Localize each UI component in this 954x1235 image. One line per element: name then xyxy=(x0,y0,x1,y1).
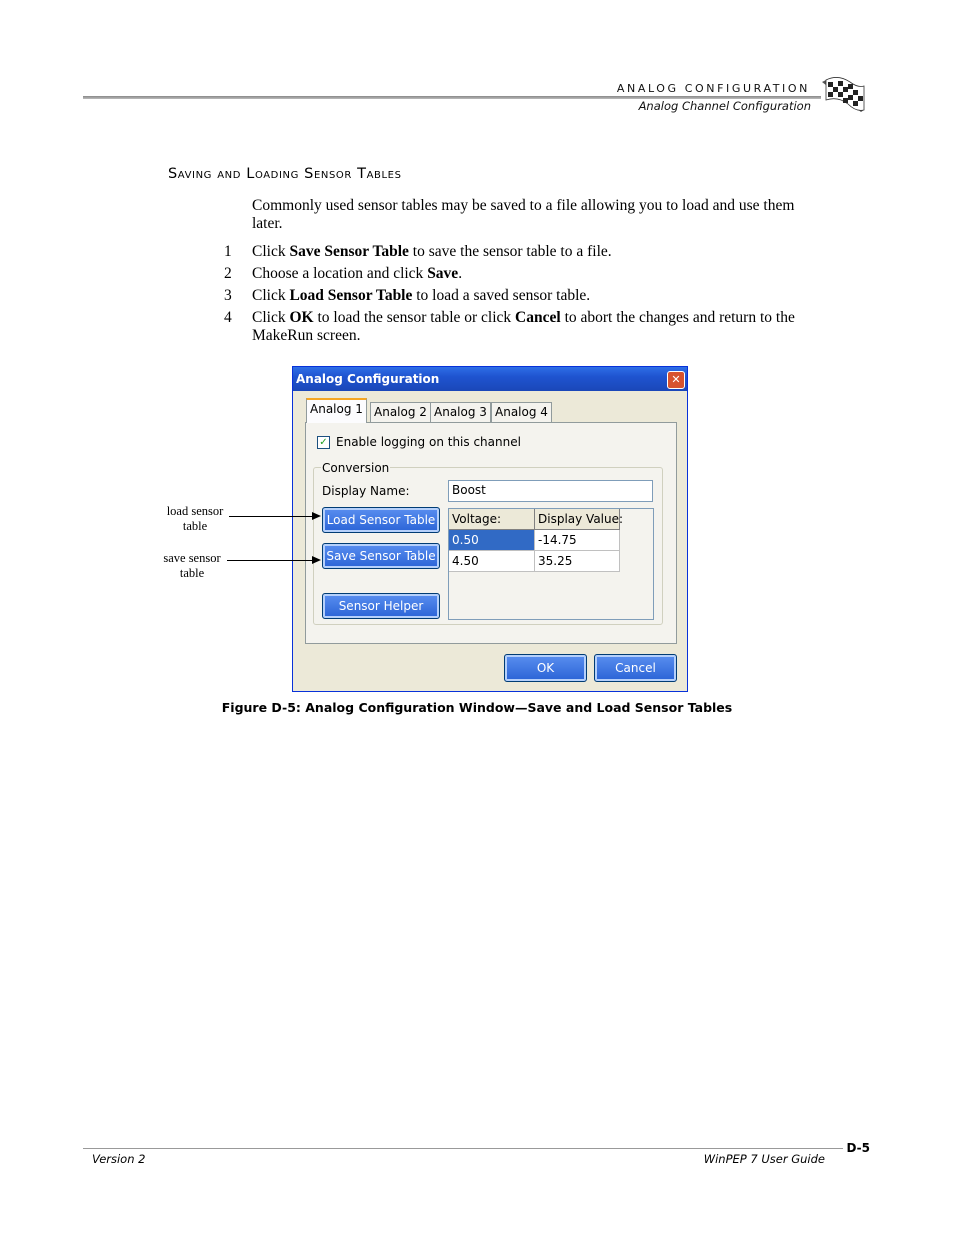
step-emphasis: Save Sensor Table xyxy=(289,243,409,260)
page-number: D-5 xyxy=(846,1141,870,1155)
step-number: 1 xyxy=(224,243,232,260)
step-number: 3 xyxy=(224,287,232,304)
close-icon[interactable]: ✕ xyxy=(667,371,685,389)
table-cell-voltage[interactable]: 0.50 xyxy=(449,530,535,551)
enable-logging-checkbox[interactable]: ✓ xyxy=(317,436,330,449)
conversion-group-label: Conversion xyxy=(322,461,390,475)
load-sensor-table-button[interactable]: Load Sensor Table xyxy=(322,507,440,533)
step-emphasis: Cancel xyxy=(515,309,561,326)
save-sensor-callout xyxy=(157,551,227,581)
running-header-title: ANALOG CONFIGURATION xyxy=(616,82,810,95)
load-callout-arrowhead xyxy=(312,512,321,520)
step-text: to load a saved sensor table. xyxy=(412,287,591,304)
dialog-title: Analog Configuration xyxy=(296,372,440,386)
save-callout-arrow-line xyxy=(227,560,313,561)
step-text: to save the sensor table to a file. xyxy=(408,243,612,260)
sensor-table-grid[interactable] xyxy=(448,508,654,620)
step-text: to abort the changes and return to the MakeRun screen. xyxy=(252,309,795,344)
step-text: . xyxy=(458,265,463,282)
footer-rule xyxy=(83,1148,843,1149)
display-name-label: Display Name: xyxy=(322,484,410,498)
column-header-voltage[interactable]: Voltage: xyxy=(449,509,535,530)
footer-version: Version 2 xyxy=(92,1152,146,1166)
display-name-input[interactable]: Boost xyxy=(448,480,653,502)
load-callout-arrow-line xyxy=(229,516,313,517)
cancel-button[interactable]: Cancel xyxy=(594,654,677,682)
step-emphasis: Load Sensor Table xyxy=(289,287,413,304)
callout-text: save sensor xyxy=(163,551,221,565)
ok-button[interactable]: OK xyxy=(504,654,587,682)
save-callout-arrowhead xyxy=(312,556,321,564)
footer-guide-title: WinPEP 7 User Guide xyxy=(703,1152,825,1166)
step-number: 2 xyxy=(224,265,232,282)
tab-analog-4[interactable]: Analog 4 xyxy=(491,402,552,422)
step-text: Click xyxy=(252,243,290,260)
enable-logging-label: Enable logging on this channel xyxy=(336,435,521,449)
analog-configuration-dialog xyxy=(292,366,688,692)
intro-paragraph: Commonly used sensor tables may be saved to a file allowing you to load and use them later. xyxy=(252,197,795,232)
table-cell-voltage[interactable]: 4.50 xyxy=(449,551,535,572)
step-emphasis: OK xyxy=(289,309,314,326)
step-emphasis: Save xyxy=(427,265,459,282)
figure-caption: Figure D-5: Analog Configuration Window—Save and Load Sensor Tables xyxy=(221,700,733,715)
save-sensor-table-button[interactable]: Save Sensor Table xyxy=(322,543,440,569)
step-number: 4 xyxy=(224,309,232,326)
step-text: Click xyxy=(252,287,290,304)
tab-analog-2[interactable]: Analog 2 xyxy=(370,402,431,422)
running-header-subtitle: Analog Channel Configuration xyxy=(638,99,811,113)
checkered-flag-icon xyxy=(820,76,866,114)
step-text: to load the sensor table or click xyxy=(313,309,516,326)
table-cell-display-value[interactable]: -14.75 xyxy=(535,530,620,551)
callout-text: table xyxy=(182,519,208,533)
callout-text: load sensor xyxy=(166,504,224,518)
column-header-display-value[interactable]: Display Value: xyxy=(535,509,620,530)
tab-analog-3[interactable]: Analog 3 xyxy=(430,402,491,422)
sensor-helper-button[interactable]: Sensor Helper xyxy=(322,593,440,619)
tab-analog-1[interactable]: Analog 1 xyxy=(306,398,367,423)
step-text: Click xyxy=(252,309,290,326)
section-title: Saving and Loading Sensor Tables xyxy=(168,166,402,182)
load-sensor-callout xyxy=(160,504,230,534)
table-cell-display-value[interactable]: 35.25 xyxy=(535,551,620,572)
callout-text: table xyxy=(179,566,205,580)
step-text: Choose a location and click xyxy=(252,265,428,282)
